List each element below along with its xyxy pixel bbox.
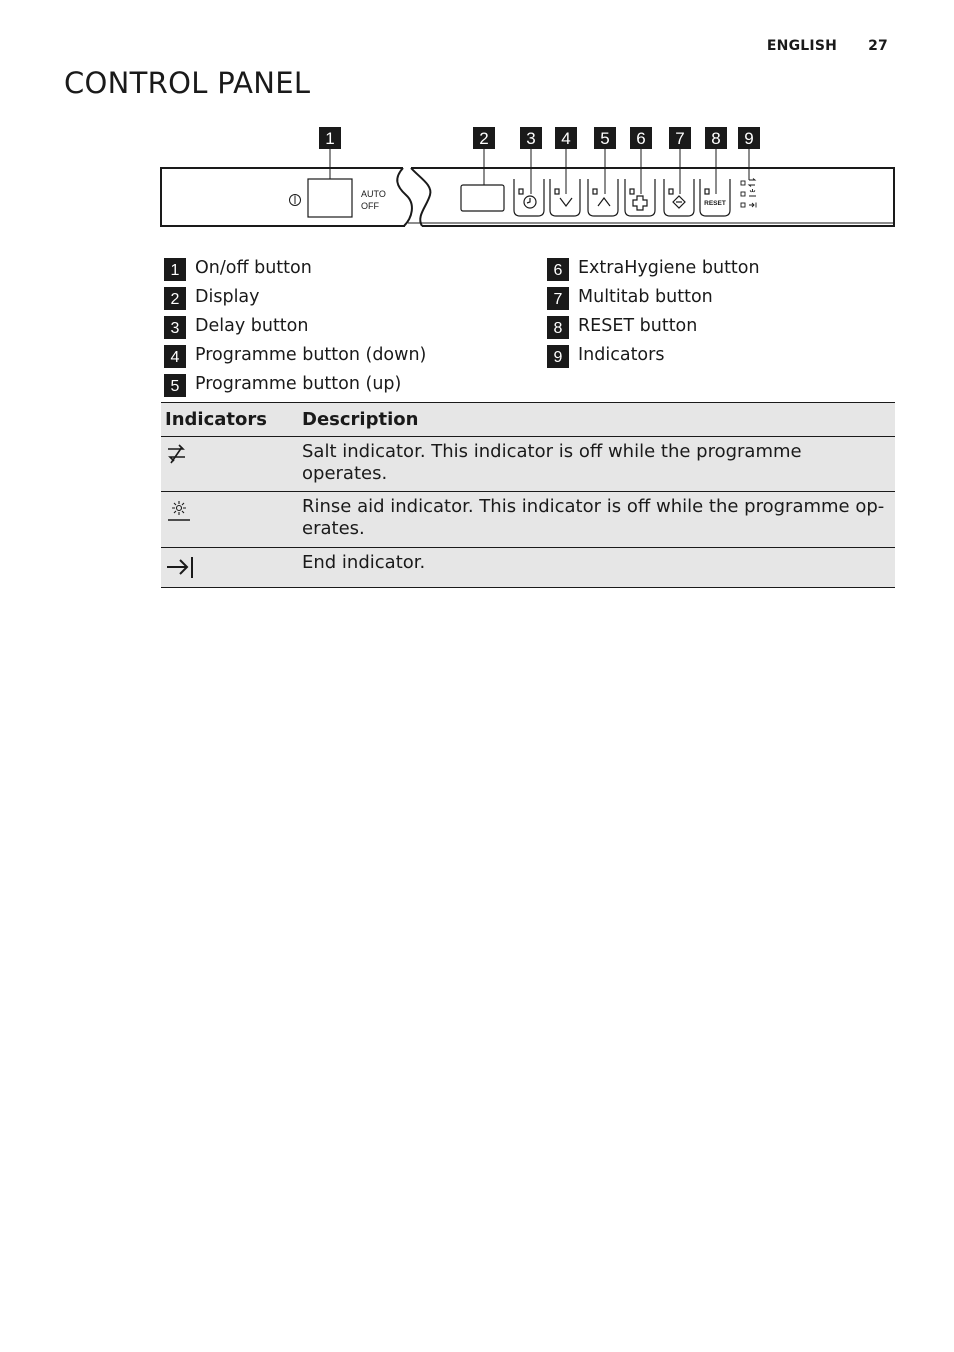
onoff-button-drawing: [290, 179, 386, 217]
page-header: [767, 38, 888, 54]
legend-item: [164, 340, 426, 369]
legend-number: 6: [547, 258, 569, 281]
svg-text:9: 9: [744, 129, 754, 148]
salt-description: Salt indicator. This indicator is off while the programme operates.: [298, 437, 895, 492]
callout-9: [738, 127, 760, 149]
svg-text:OFF: OFF: [361, 201, 379, 211]
legend-number: 2: [164, 287, 186, 310]
table-row: [161, 548, 895, 588]
legend-item: [164, 253, 426, 282]
legend-number: 4: [164, 345, 186, 368]
column-header-description: Description: [298, 403, 895, 437]
legend-label: ExtraHygiene button: [578, 257, 760, 278]
callout-8: [705, 127, 727, 149]
rinse-aid-description: Rinse aid indicator. This indicator is off while the programme op-erates.: [298, 492, 895, 548]
legend-label: Programme button (up): [195, 373, 402, 394]
svg-text:AUTO: AUTO: [361, 189, 386, 199]
legend-label: Multitab button: [578, 286, 713, 307]
table-row: [161, 492, 895, 548]
legend-label: Delay button: [195, 315, 309, 336]
page-title: CONTROL PANEL: [64, 66, 311, 100]
svg-text:3: 3: [526, 129, 536, 148]
callout-1: [319, 127, 341, 149]
svg-text:1: 1: [325, 129, 335, 148]
svg-text:7: 7: [675, 129, 685, 148]
callout-3: [520, 127, 542, 149]
indicators-table: [161, 402, 895, 588]
callout-2: [473, 127, 495, 149]
legend-number: 9: [547, 345, 569, 368]
callout-6: [630, 127, 652, 149]
legend-column-left: [164, 253, 426, 398]
legend-item: [164, 282, 426, 311]
legend-item: [547, 253, 760, 282]
legend-number: 3: [164, 316, 186, 339]
display-drawing: [461, 185, 504, 211]
column-header-indicators: Indicators: [161, 403, 298, 437]
callout-7: [669, 127, 691, 149]
svg-text:8: 8: [711, 129, 721, 148]
end-icon: [165, 554, 195, 580]
programme-buttons-drawing: [514, 179, 730, 216]
language-label: ENGLISH: [766, 38, 838, 54]
end-description: End indicator.: [298, 548, 895, 588]
legend-number: 1: [164, 258, 186, 281]
legend-item: [547, 282, 760, 311]
svg-text:6: 6: [636, 129, 646, 148]
table-row: [161, 437, 895, 492]
svg-text:RESET: RESET: [704, 200, 726, 207]
leader-lines: [330, 149, 749, 194]
legend-number: 5: [164, 374, 186, 397]
callout-boxes: [319, 127, 760, 149]
legend-label: RESET button: [578, 315, 698, 336]
callout-4: [555, 127, 577, 149]
legend-number: 7: [547, 287, 569, 310]
callout-5: [594, 127, 616, 149]
salt-icon: [165, 443, 189, 469]
legend-item: [547, 311, 760, 340]
svg-text:5: 5: [600, 129, 610, 148]
table-header-row: [161, 403, 895, 437]
legend-label: Indicators: [578, 344, 665, 365]
legend-item: [164, 369, 426, 398]
page-number: 27: [868, 38, 888, 54]
svg-text:4: 4: [561, 129, 571, 148]
svg-text:2: 2: [479, 129, 489, 148]
legend-column-right: [547, 253, 760, 369]
indicators-drawing: [741, 179, 756, 208]
rinse-aid-icon: [165, 498, 193, 524]
legend-label: Display: [195, 286, 260, 307]
control-panel-diagram: [158, 122, 898, 232]
legend-item: [547, 340, 760, 369]
legend-item: [164, 311, 426, 340]
legend-label: On/off button: [195, 257, 312, 278]
legend-label: Programme button (down): [195, 344, 427, 365]
legend-number: 8: [547, 316, 569, 339]
